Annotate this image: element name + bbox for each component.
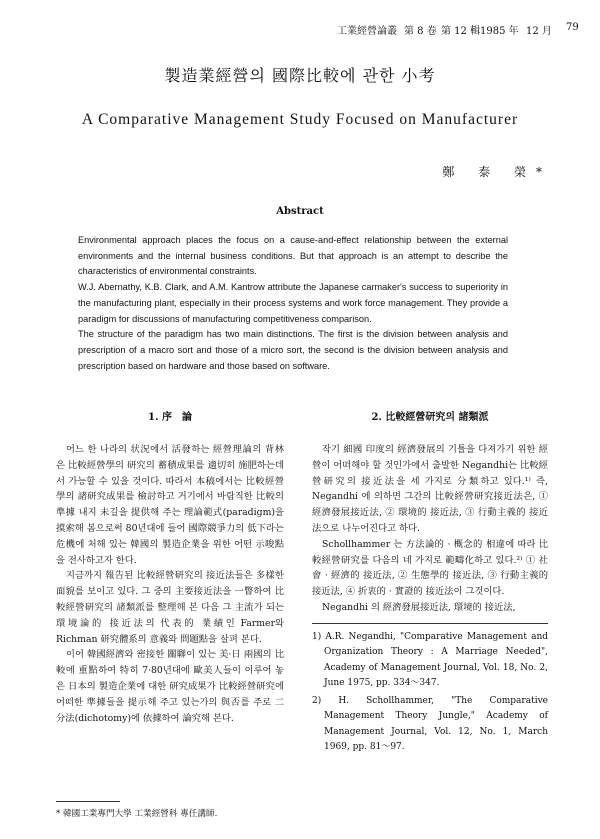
running-header — [0, 22, 600, 38]
author-affiliation-footnote: * 韓國工業專門大學 工業經營科 專任講師. — [56, 809, 218, 819]
abstract-paragraph: The structure of the paradigm has two main distinctions. The first is the division between analysis and prescription of a macro sort and those of a micro sort, the second is the division between analysis and prescription based on hardware and those based on software. — [78, 329, 508, 371]
body-paragraph: Schollhammer 는 方法論的 · 概念的 相違에 따라 比較經營研究를 다음의 네 가지로 範疇化하고 있다.²⁾ ① 社會 · 經濟的 接近法, ② 生態學的 接近法, ③ 行動主義的 接近法, ④ 折衷的 · 實證的 接近法이 그것이다. — [312, 538, 548, 598]
footnote-item: 2) H. Schollhammer, "The Comparative Management Theory Jungle," Academy of Management Journal, Vol. 12, No. 1, March 1969, pp. 81～97. — [312, 695, 548, 753]
body-paragraph: Negandhi 의 經濟發展接近法, 環境的 接近法, — [322, 601, 516, 613]
abstract-heading: Abstract — [276, 206, 324, 217]
title-english: A Comparative Management Study Focused on Manufacturer — [81, 111, 519, 128]
abstract-paragraph: Environmental approach places the focus on a cause-and-effect relationship between the external environments and the internal business conditions. But that approach is an attempt to describe the characteristics of environmental constraints. — [78, 235, 508, 277]
body-paragraph: 어느 한 나라의 状況에서 活發하는 經營理論의 背林은 比較經營學의 研究의 蓄積成果를 適切히 施肥하는데서 가능할 수 있을 것이다. 따라서 本稿에서는 比較經營學의 諸研究成果를 檢討하고 거기에서 바람직한 比較의 準據 내지 未길을 提供해 주는 理論範式(paradigm)을 摸索해 봄으로써 80년대에 들어 國際競爭力의 低下라는 危機에 처해 있는 韓國의 製造企業을 위한 어떤 示唆點을 전사하고자 한다. — [56, 444, 284, 566]
section-heading-schools: 2. 比較經營研究의 諸類派 — [371, 412, 489, 423]
footnote-rule — [56, 801, 120, 802]
body-paragraph: 이어 韓國經濟와 密接한 關聯이 있는 美·日 兩國의 比較에 重點하여 特히 7·80년대에 歐美人들이 이루어 놓은 日本의 製造企業에 대한 研究成果가 比較經營研究에 어떠한 準據들을 提示해 주고 있는가의 與否를 주로 二分法(dichotomy)에 依據하여 論究해 본다. — [56, 649, 284, 724]
journal-volume: 第 8 卷 — [404, 26, 437, 37]
journal-name: 工業經營論叢 — [337, 26, 397, 37]
abstract-body — [78, 233, 508, 374]
journal-month: 12 月 — [526, 26, 552, 37]
body-paragraph: 작기 細國 印度의 經濟發展의 기틀을 다져가기 위한 經營이 어떠해야 할 것인가에서 출발한 Negandhi는 比較經營研究의 接近法을 세 가지로 分類하고 있다.¹⁾ 즉, Negandhi 에 의하면 그간의 比較經營研究接近法은, ① 經濟發展接近法, ② 環境的 接近法, ③ 行動主義的 接近法으로 나누어진다고 하다. — [312, 444, 548, 534]
left-column — [56, 410, 284, 726]
journal-issue: 第 12 輯 — [441, 26, 481, 37]
section-heading-introduction: 1. 序 論 — [148, 412, 192, 423]
author-name: 鄭 泰 榮* — [442, 165, 552, 179]
abstract-paragraph: W.J. Abernathy, K.B. Clark, and A.M. Kantrow attribute the Japanese carmaker's success to superiority in the manufacturing plant, especially in their process systems and work force management. They provide a paradigm for discussions of manufacturing competitiveness comparison. — [78, 282, 508, 324]
body-paragraph: 지금까지 報告된 比較經營研究의 接近法들은 多樣한 面貌를 보이고 있다. 그 중의 主要接近法을 一瞥하여 比較經營研究의 諸類派를 整理해 본 다음 그 主流가 되는 環境論的 接近法의 代表的 業績인 Farmer와 Richman 研究體系의 意義와 問題點을 살펴 본다. — [56, 570, 284, 645]
title-korean: 製造業經營의 國際比較에 관한 小考 — [164, 66, 436, 85]
right-column — [312, 410, 548, 758]
journal-year: 1985 年 — [480, 26, 519, 37]
footnotes — [312, 623, 548, 756]
footnote-item: 1) A.R. Negandhi, "Comparative Management and Organization Theory : A Marriage Needed", Academy of Management Journal, Vol. 18, No. 2, June 1975, pp. 334～347. — [312, 631, 548, 689]
page-number: 79 — [566, 22, 579, 33]
